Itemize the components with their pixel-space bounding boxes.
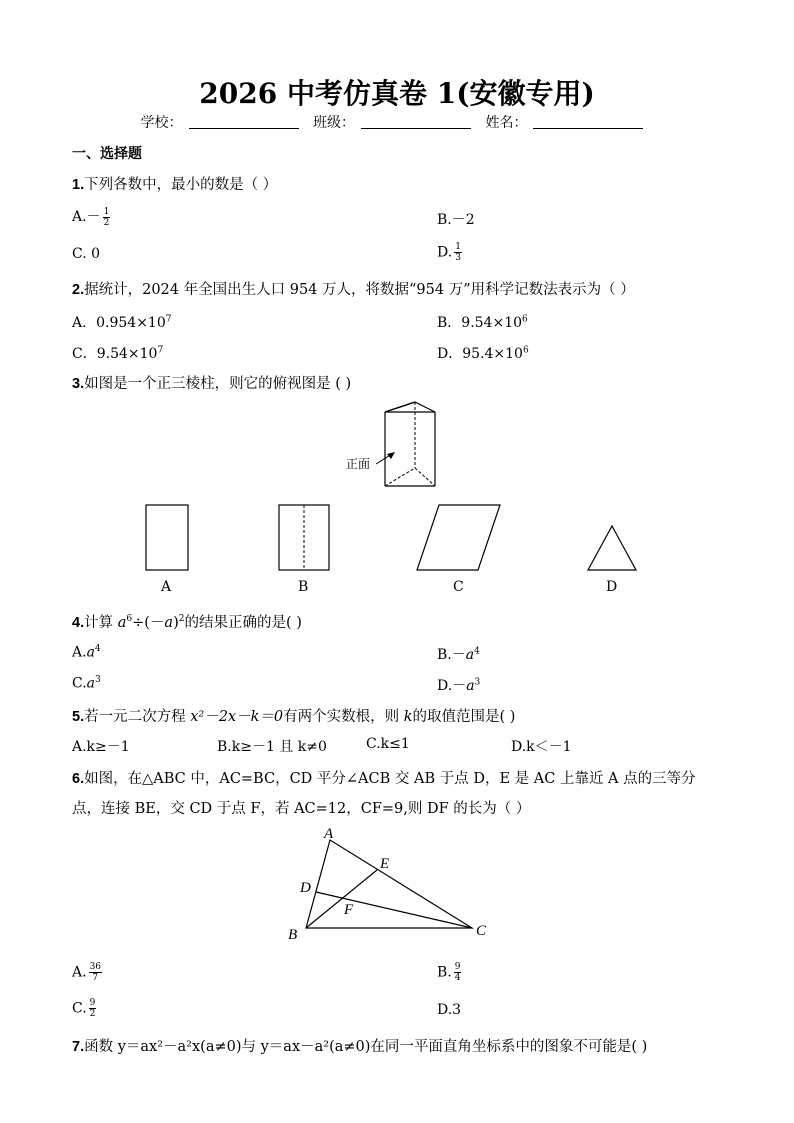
exponent: 3 <box>474 677 481 688</box>
prism-hidden-edge <box>385 468 415 486</box>
school-label: 学校： <box>140 115 183 131</box>
q2-c-text: C．9.54×10 <box>72 346 158 362</box>
q6-option-a[interactable] <box>72 962 102 983</box>
option-c-parallelogram[interactable] <box>417 505 500 570</box>
denominator: 3 <box>455 253 461 263</box>
arrow-head <box>387 452 395 459</box>
q4-stem-mid: ÷(－ <box>132 615 165 631</box>
q2-option-a[interactable] <box>72 312 171 332</box>
exponent: 4 <box>474 646 480 657</box>
exponent: 7 <box>165 314 172 325</box>
student-info-line <box>0 112 794 132</box>
question-5 <box>72 705 515 726</box>
numerator: 9 <box>89 998 96 1008</box>
point-c-label: C <box>476 923 487 939</box>
q4-option-c[interactable] <box>72 675 101 692</box>
fraction <box>89 962 102 983</box>
fraction <box>89 998 97 1019</box>
var-a: a <box>466 678 475 694</box>
section-title: 一、选择题 <box>72 146 142 162</box>
q4-number: 4. <box>72 615 85 631</box>
denominator: 4 <box>454 973 461 983</box>
q5-number: 5. <box>72 709 85 725</box>
q4-option-a[interactable] <box>72 644 101 661</box>
question-1 <box>72 173 277 194</box>
var-a: a <box>164 615 174 631</box>
option-d-triangle[interactable] <box>588 526 636 570</box>
option-a-rectangle[interactable] <box>146 505 188 570</box>
q5-option-d[interactable]: D.k＜－1 <box>511 739 572 755</box>
denominator: 7 <box>92 973 99 983</box>
exponent: 6 <box>522 345 529 356</box>
question-6 <box>72 767 696 788</box>
numerator: 1 <box>103 206 110 217</box>
question-2 <box>72 278 635 299</box>
q5-option-a[interactable]: A.k≥－1 <box>72 739 130 755</box>
denominator: 2 <box>103 217 110 228</box>
denominator: 2 <box>89 1009 96 1019</box>
q6-number: 6. <box>72 771 85 787</box>
var-k: k <box>403 709 413 725</box>
exponent: 7 <box>157 345 164 356</box>
name-label: 姓名： <box>485 115 528 131</box>
q1-d-prefix: D. <box>437 244 453 261</box>
exponent: 4 <box>94 644 101 654</box>
front-label: 正面 <box>346 457 371 471</box>
triangle-abc <box>306 840 472 928</box>
class-label: 班级： <box>313 115 355 131</box>
point-a-label: A <box>324 826 334 842</box>
exponent: 2 <box>178 614 185 625</box>
q3-label-a[interactable]: A <box>161 579 172 595</box>
q4-a-prefix: A. <box>72 644 87 661</box>
fraction <box>454 962 462 983</box>
q7-stem: 函数 y＝ax²－a²x(a≠0)与 y＝ax－a²(a≠0)在同一平面直角坐标系中的图象不可能是( ) <box>84 1039 648 1055</box>
q4-stem-post: 的结果正确的是( ) <box>184 615 302 631</box>
q7-number: 7. <box>72 1039 85 1055</box>
var-a: a <box>117 615 127 631</box>
question-3 <box>72 372 351 393</box>
prism-edge <box>385 402 415 412</box>
var-a: a <box>86 675 96 692</box>
segment-cd <box>316 892 472 928</box>
q6-option-d[interactable]: D.3 <box>437 1002 462 1018</box>
q5-option-b[interactable]: B.k≥－1 且 k≠0 <box>217 739 327 755</box>
q6-stem-line2: 点，连接 BE，交 CD 于点 F，若 AC=12，CF=9,则 DF 的长为（ ） <box>72 801 531 817</box>
q4-option-d[interactable] <box>437 675 480 695</box>
q3-label-c[interactable]: C <box>453 579 464 595</box>
q6-a-prefix: A. <box>72 964 87 981</box>
numerator: 1 <box>455 242 461 252</box>
q4-c-prefix: C. <box>72 675 87 692</box>
q6-stem-line1: 如图，在△ABC 中，AC=BC，CD 平分∠ACB 交 AB 于点 D，E 是 AC 上靠近 A 点的三等分 <box>84 771 696 787</box>
var-a: a <box>465 647 475 663</box>
q4-option-b[interactable] <box>437 644 480 664</box>
prism-figure <box>340 398 450 490</box>
question-7 <box>72 1035 647 1056</box>
name-blank[interactable] <box>533 116 643 129</box>
exponent: 3 <box>95 675 101 685</box>
q6-c-prefix: C. <box>72 1000 87 1017</box>
q1-stem: 下列各数中，最小的数是（ ） <box>84 177 278 193</box>
q4-stem-mid2: ) <box>173 615 179 631</box>
question-4 <box>72 611 302 632</box>
segment-be <box>306 870 377 928</box>
exponent: 6 <box>522 314 528 325</box>
q6-b-prefix: B. <box>437 964 452 981</box>
q1-a-prefix: A.－ <box>72 209 101 225</box>
q5-option-c[interactable]: C.k≤1 <box>366 736 410 752</box>
q4-d-prefix: D.－ <box>437 678 467 694</box>
point-d-label: D <box>300 880 311 896</box>
q5-stem-post: 的取值范围是( ) <box>412 709 516 725</box>
q3-label-d[interactable]: D <box>606 579 618 595</box>
school-blank[interactable] <box>189 116 299 129</box>
point-b-label: B <box>288 927 298 943</box>
q1-option-a[interactable] <box>72 206 110 228</box>
prism-hidden-edge <box>415 468 435 486</box>
q6-option-c[interactable] <box>72 998 96 1019</box>
page-title: 2026 中考仿真卷 1(安徽专用) <box>199 77 595 110</box>
point-f-label: F <box>344 902 354 918</box>
point-e-label: E <box>380 856 390 872</box>
q5-equation: x²－2x－k＝0 <box>190 709 284 725</box>
q3-number: 3. <box>72 376 85 392</box>
exponent: 6 <box>126 614 133 625</box>
q3-stem: 如图是一个正三棱柱，则它的俯视图是 ( ) <box>84 376 352 392</box>
q2-option-b[interactable] <box>437 312 528 332</box>
q6-option-b[interactable] <box>437 962 461 983</box>
fraction <box>454 242 462 263</box>
q1-option-b[interactable]: B.－2 <box>437 212 475 228</box>
q1-option-d[interactable] <box>437 242 462 263</box>
q1-number: 1. <box>72 177 85 193</box>
q5-stem-mid: 有两个实数根，则 <box>283 709 404 725</box>
q3-label-b[interactable]: B <box>298 579 309 595</box>
var-a: a <box>86 644 95 661</box>
q5-stem-pre: 若一元二次方程 <box>84 709 191 725</box>
q4-stem-pre: 计算 <box>84 615 118 631</box>
triangle-figure <box>280 822 500 950</box>
q1-option-c[interactable]: C. 0 <box>72 246 101 262</box>
class-blank[interactable] <box>361 116 471 129</box>
q2-b-text: B．9.54×10 <box>437 315 523 331</box>
q2-stem: 据统计，2024 年全国出生人口 954 万人，将数据“954 万”用科学记数法表示为（ ） <box>84 282 635 298</box>
q4-b-prefix: B.－ <box>437 647 466 663</box>
q2-number: 2. <box>72 282 85 298</box>
fraction <box>103 207 111 228</box>
q2-a-text: A．0.954×10 <box>72 315 166 331</box>
q3-options-figure <box>130 500 650 600</box>
q2-d-text: D．95.4×10 <box>437 346 523 362</box>
numerator: 36 <box>89 962 102 972</box>
q2-option-c[interactable] <box>72 343 163 363</box>
q2-option-d[interactable] <box>437 343 529 363</box>
numerator: 9 <box>454 962 461 972</box>
